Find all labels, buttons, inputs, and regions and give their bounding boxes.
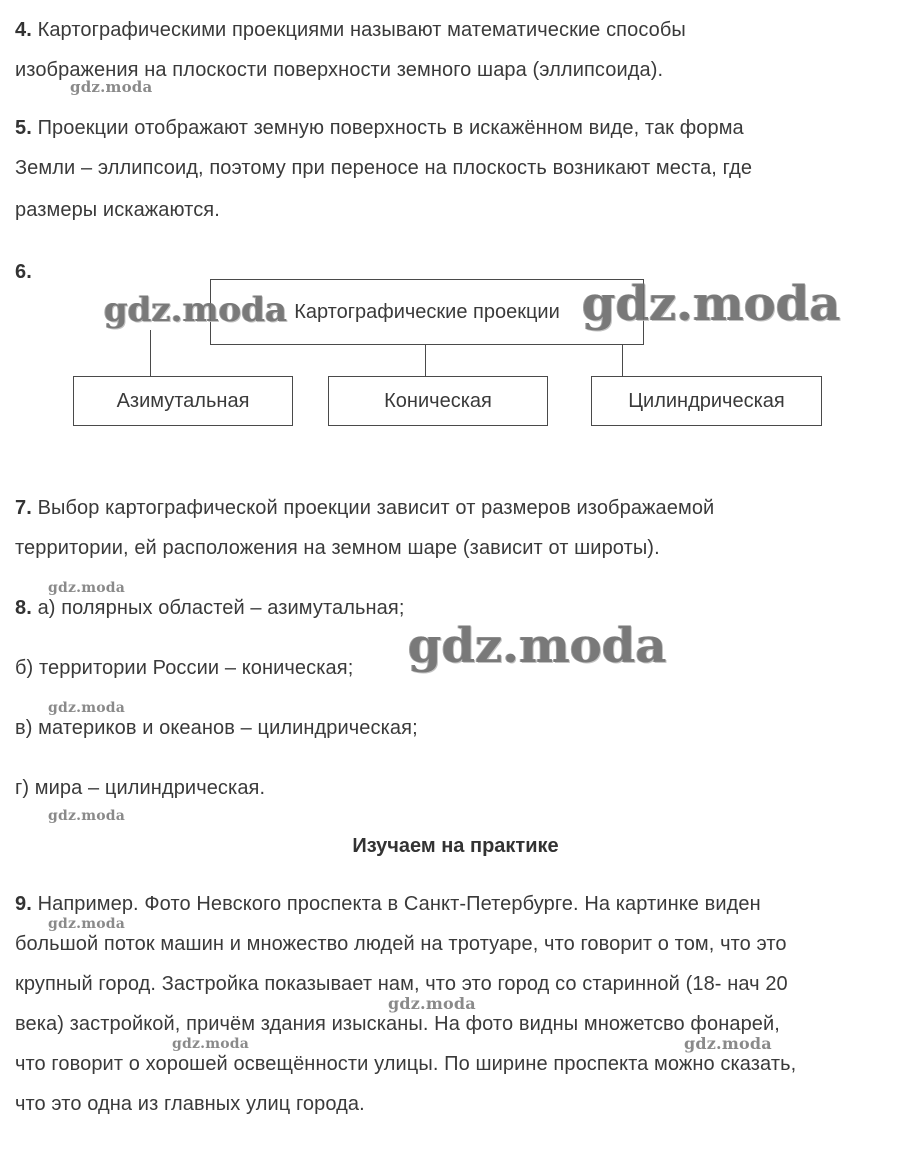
diagram-connector-left: [150, 330, 151, 376]
item-9-line-2: большой поток машин и множество людей на тротуаре, что говорит о том, что это: [15, 933, 787, 955]
item-8-line-b: б) территории России – коническая;: [15, 657, 354, 679]
item-4-line-1: [15, 18, 686, 42]
item-4-number: 4.: [15, 19, 32, 41]
diagram-child-label-conic: Коническая: [384, 389, 492, 412]
item-9-line-3: крупный город. Застройка показывает нам, что это город со старинной (18- нач 20: [15, 973, 788, 995]
diagram-root-label: Картографические проекции: [294, 300, 560, 323]
diagram-child-box-conic: [328, 376, 548, 426]
item-9-line-1: [15, 892, 761, 916]
watermark-large: gdz.moda: [104, 290, 288, 330]
item-5-line-3: размеры искажаются.: [15, 199, 220, 221]
item-5-line-1: [15, 116, 744, 140]
watermark-small: gdz.moda: [70, 78, 153, 96]
item-7-number: 7.: [15, 497, 32, 519]
item-6-number: 6.: [15, 261, 32, 283]
diagram-child-label-cylindrical: Цилиндрическая: [628, 389, 785, 412]
diagram-child-box-cylindrical: [591, 376, 822, 426]
item-8-line-a: [15, 596, 404, 620]
diagram-child-box-azimuthal: [73, 376, 293, 426]
item-5-number: 5.: [15, 117, 32, 139]
watermark-small: gdz.moda: [172, 1036, 250, 1052]
item-5-line-2: Земли – эллипсоид, поэтому при переносе на плоскость возникают места, где: [15, 157, 753, 179]
watermark-small: gdz.moda: [684, 1034, 772, 1053]
item-9-line-5: что говорит о хорошей освещённости улицы. По ширине проспекта можно сказать,: [15, 1053, 797, 1075]
item-7-line-2: территории, ей расположения на земном шаре (зависит от широты).: [15, 537, 660, 559]
diagram-connector-right: [622, 345, 623, 376]
watermark-small: gdz.moda: [48, 700, 126, 716]
watermark-small: gdz.moda: [48, 580, 126, 596]
watermark-small: gdz.moda: [48, 916, 126, 932]
diagram-connector-center: [425, 345, 426, 376]
section-heading: Изучаем на практике: [352, 835, 559, 857]
item-6-number-line: [15, 260, 32, 284]
item-9-number: 9.: [15, 893, 32, 915]
watermark-large: gdz.moda: [408, 618, 667, 674]
item-8-text-a: а) полярных областей – азимутальная;: [37, 597, 405, 619]
item-4-line-2: изображения на плоскости поверхности земного шара (эллипсоида).: [15, 59, 664, 81]
item-9-line-4: века) застройкой, причём здания изысканы. На фото видны множетсво фонарей,: [15, 1013, 780, 1035]
item-5-text-1: Проекции отображают земную поверхность в искажённом виде, так форма: [37, 117, 744, 139]
watermark-small: gdz.moda: [388, 994, 476, 1013]
item-7-text-1: Выбор картографической проекции зависит от размеров изображаемой: [37, 497, 715, 519]
item-8-line-g: г) мира – цилиндрическая.: [15, 777, 266, 799]
item-7-line-1: [15, 496, 714, 520]
item-8-number: 8.: [15, 597, 32, 619]
watermark-small: gdz.moda: [48, 808, 126, 824]
diagram-child-label-azimuthal: Азимутальная: [116, 389, 250, 412]
item-9-text-1: Например. Фото Невского проспекта в Санкт-Петербурге. На картинке виден: [37, 893, 761, 915]
item-9-line-6: что это одна из главных улиц города.: [15, 1093, 365, 1115]
item-4-text-1: Картографическими проекциями называют математические способы: [37, 19, 686, 41]
watermark-large: gdz.moda: [582, 276, 841, 332]
item-8-line-v: в) материков и океанов – цилиндрическая;: [15, 717, 418, 739]
